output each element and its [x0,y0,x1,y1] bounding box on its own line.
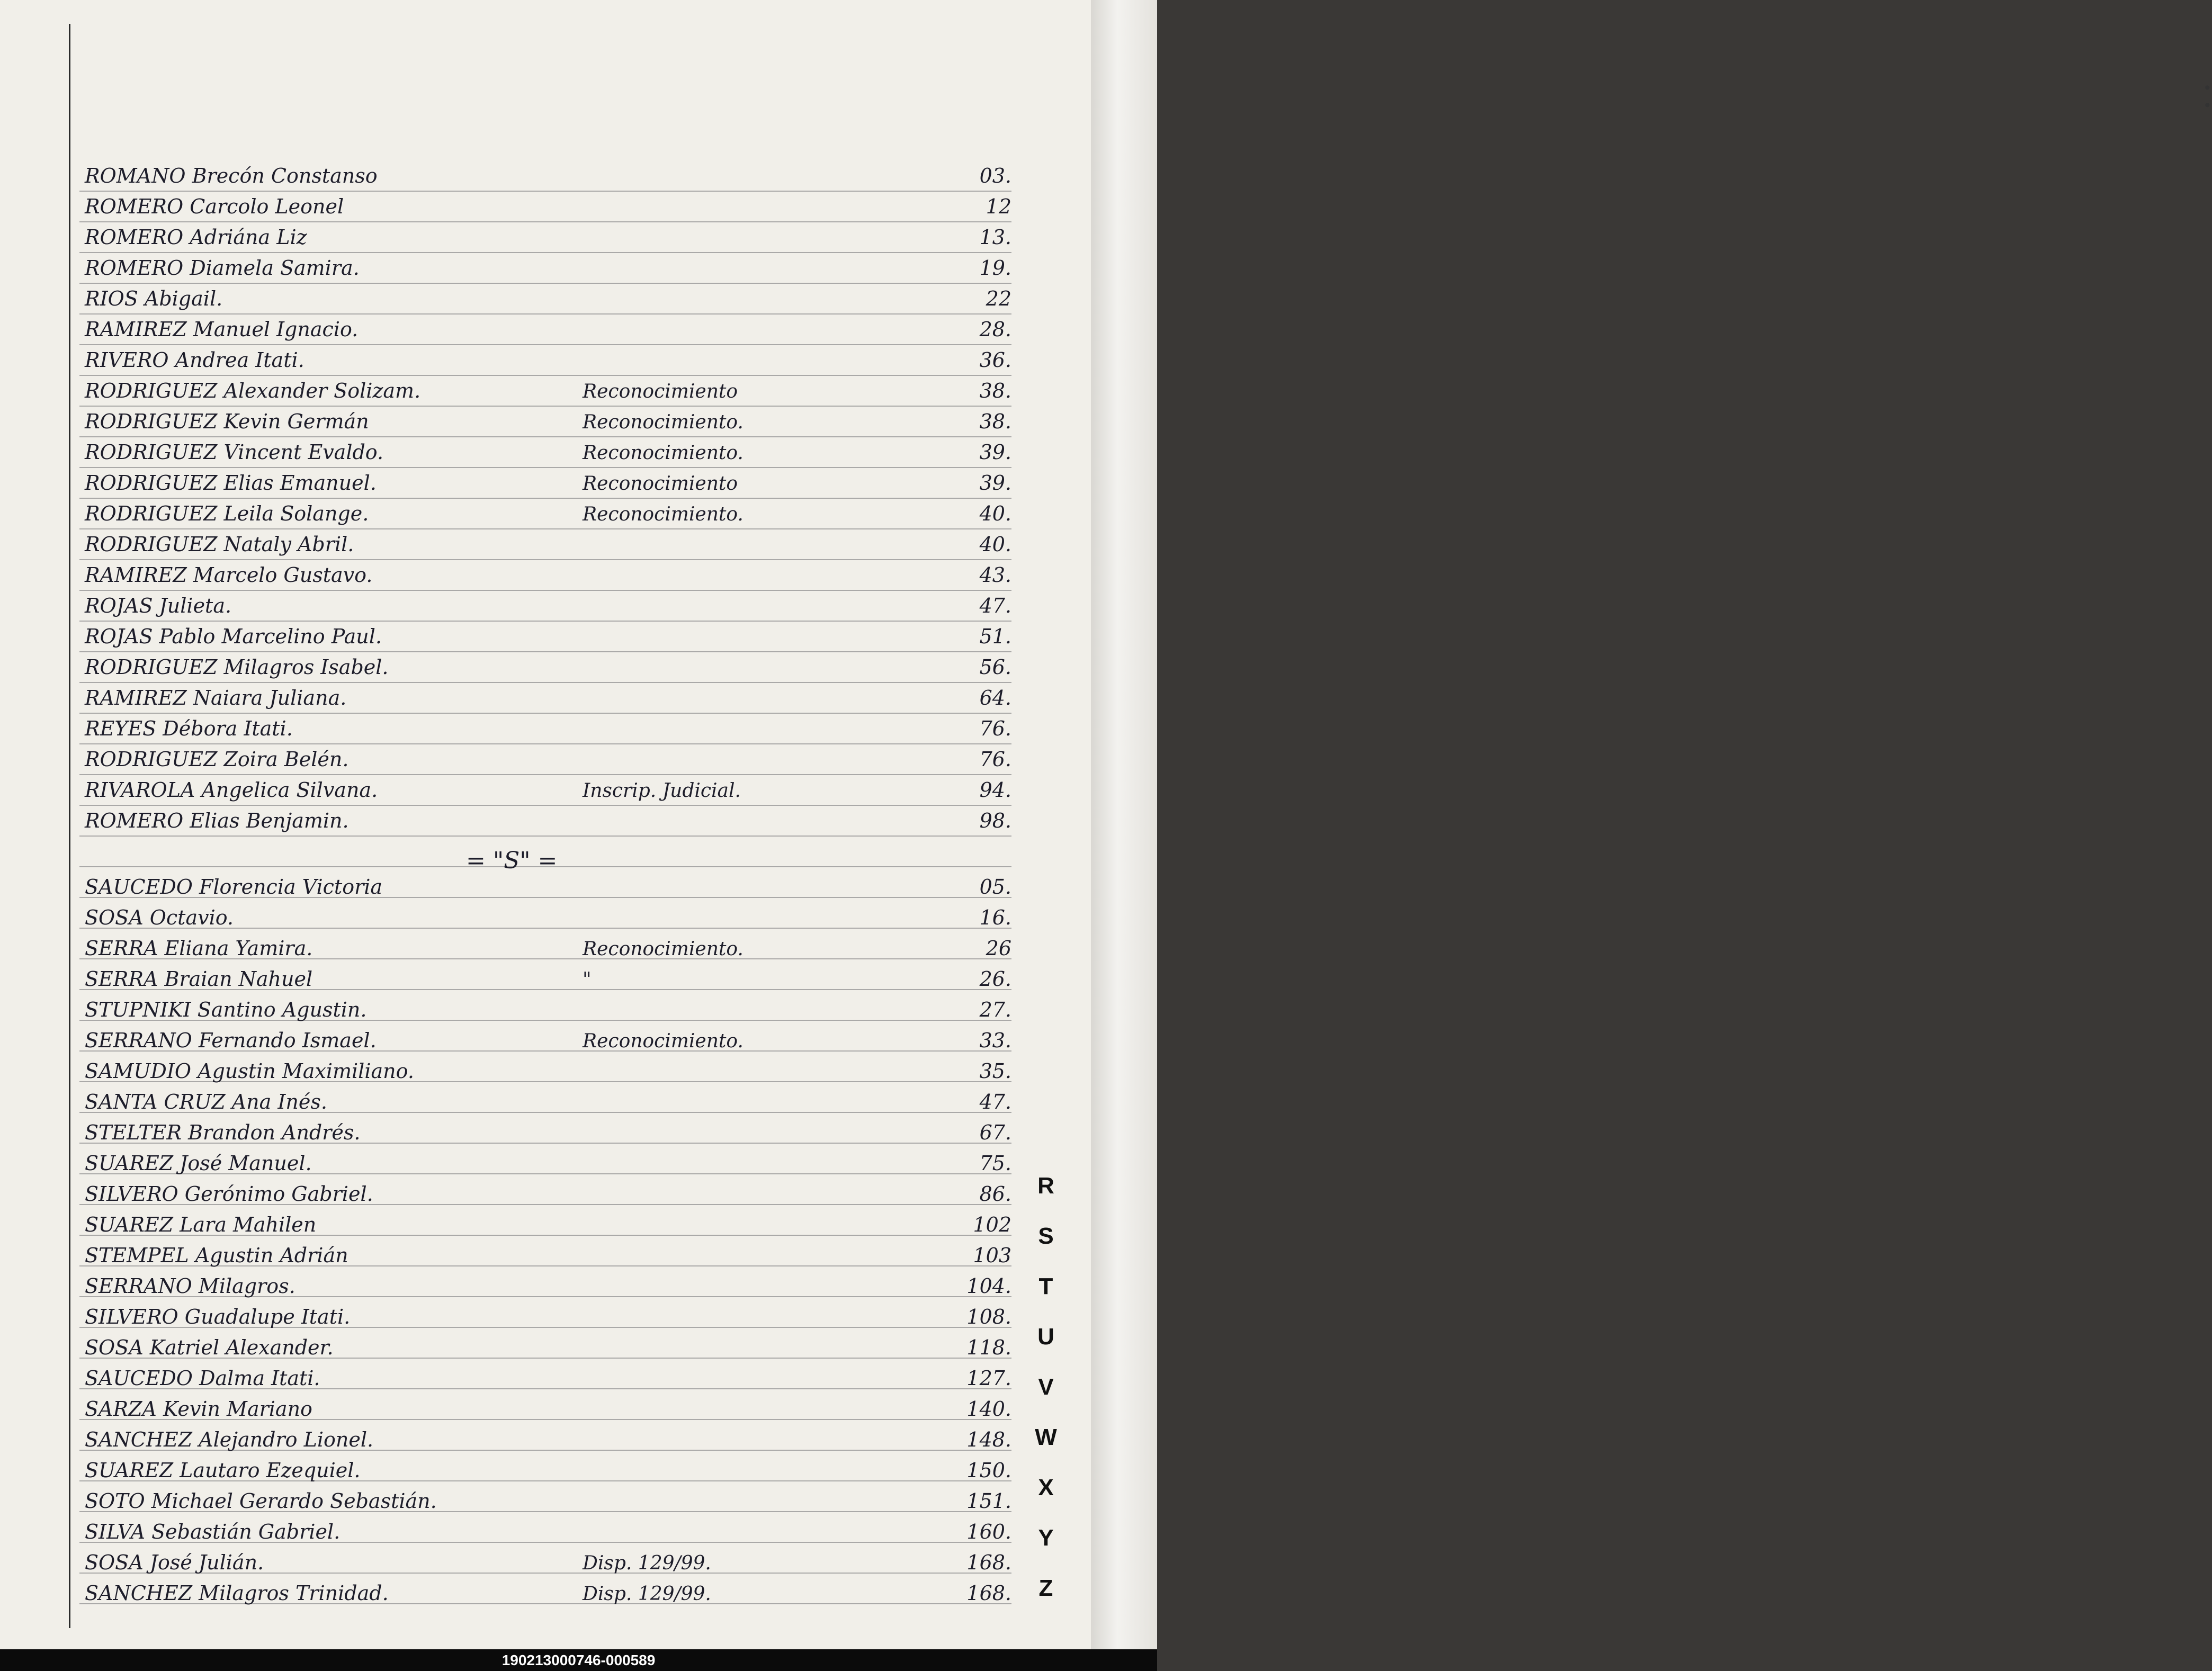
ledger-row [79,1362,1011,1392]
entry-name: SUAREZ José Manuel. [85,1152,312,1175]
entry-note: Reconocimiento. [583,938,744,960]
entry-note: Reconocimiento [583,381,738,402]
ledger-row [79,1485,1011,1515]
ledger-row [79,1209,1011,1238]
section-heading-s: = "S" = [466,847,558,874]
entry-folio: 160. [966,1520,1011,1543]
margin-dots: • • [2203,79,2212,114]
ledger-row [79,1424,1011,1453]
ledger-row [79,160,1011,190]
entry-name: RIVAROLA Angelica Silvana. [85,778,378,802]
ledger-row [79,682,1011,712]
entry-folio: 13. [979,226,1011,249]
entry-folio: 103 [973,1244,1011,1267]
entry-folio: 86. [979,1182,1011,1206]
ledger-row [79,221,1011,251]
entry-name: SOSA Katriel Alexander. [85,1336,334,1359]
entry-name: SILVERO Guadalupe Itati. [85,1305,351,1328]
entry-folio: 39. [979,441,1011,464]
entry-folio: 47. [979,594,1011,617]
ledger-row [79,1332,1011,1361]
entry-name: SERRANO Fernando Ismael. [85,1029,377,1052]
entry-name: RODRIGUEZ Vincent Evaldo. [85,441,384,464]
letter-tab[interactable]: X [1038,1475,1054,1501]
entry-folio: 94. [979,778,1011,802]
ledger-row [79,902,1011,931]
entry-folio: 26. [979,967,1011,991]
ledger-row [79,994,1011,1023]
ledger-row [79,651,1011,681]
entry-folio: 27. [979,998,1011,1021]
ledger-row [79,932,1011,962]
entry-folio: 39. [979,471,1011,495]
ledger-row [79,559,1011,589]
ledger-row [79,436,1011,466]
entry-folio: 38. [979,410,1011,433]
ledger-row [79,1239,1011,1269]
ledger-row [79,406,1011,435]
letter-tab[interactable]: S [1038,1223,1054,1249]
entry-name: SOSA Octavio. [85,906,234,929]
letter-tab[interactable]: V [1038,1374,1054,1400]
ledger-row [79,1117,1011,1146]
entry-folio: 51. [979,625,1011,648]
letter-tab[interactable]: R [1037,1173,1054,1199]
ledger-row [79,1301,1011,1331]
entry-folio: 108. [966,1305,1011,1328]
entry-name: SERRANO Milagros. [85,1274,295,1298]
entry-name: RODRIGUEZ Kevin Germán [85,410,369,433]
entry-name: SANTA CRUZ Ana Inés. [85,1090,327,1113]
entry-folio: 140. [966,1397,1011,1421]
entry-folio: 102 [973,1213,1011,1236]
entry-folio: 151. [966,1489,1011,1513]
entry-name: ROMANO Brecón Constanso [85,164,378,187]
entry-name: RAMIREZ Manuel Ignacio. [85,318,359,341]
entry-folio: 76. [979,717,1011,740]
document-id: 190213000746-000589 [501,1652,656,1668]
entry-folio: 38. [979,379,1011,402]
ledger-row [79,1577,1011,1607]
entry-folio: 56. [979,655,1011,679]
letter-tab[interactable]: U [1037,1324,1054,1350]
entry-folio: 28. [979,318,1011,341]
ledger-row [79,1178,1011,1208]
ledger-row [79,252,1011,282]
entry-folio: 148. [966,1428,1011,1451]
entry-name: SILVERO Gerónimo Gabriel. [85,1182,373,1206]
letter-tab[interactable]: T [1038,1273,1053,1299]
entry-folio: 33. [979,1029,1011,1052]
ledger-row [79,963,1011,993]
ledger-row [79,467,1011,497]
entry-folio: 67. [979,1121,1011,1144]
ledger-row [79,191,1011,220]
ledger-row [79,871,1011,901]
entry-name: ROMERO Elias Benjamin. [85,809,349,832]
letter-tab[interactable]: W [1035,1424,1057,1450]
ledger-row [79,713,1011,742]
entry-folio: 22 [986,287,1011,310]
entry-folio: 12 [986,195,1011,218]
entry-note: Disp. 129/99. [583,1552,711,1574]
entry-name: SILVA Sebastián Gabriel. [85,1520,341,1543]
entry-name: SAMUDIO Agustin Maximiliano. [85,1059,414,1083]
entry-name: SUAREZ Lautaro Ezequiel. [85,1459,361,1482]
entry-folio: 98. [979,809,1011,832]
entry-folio: 104. [966,1274,1011,1298]
left-margin-line [69,24,70,1628]
entry-folio: 75. [979,1152,1011,1175]
ledger-row [79,1547,1011,1576]
entry-note: Reconocimiento. [583,504,744,525]
letter-tab[interactable]: Y [1038,1525,1054,1551]
entry-note: " [583,969,592,991]
entry-name: RIOS Abigail. [85,287,223,310]
entry-folio: 118. [966,1336,1011,1359]
ruled-line [79,836,1011,837]
ledger-row [79,1147,1011,1177]
entry-folio: 150. [966,1459,1011,1482]
entry-name: RODRIGUEZ Milagros Isabel. [85,655,389,679]
entry-folio: 19. [979,256,1011,280]
entry-name: RIVERO Andrea Itati. [85,348,305,372]
entry-name: STELTER Brandon Andrés. [85,1121,361,1144]
entry-folio: 64. [979,686,1011,709]
ledger-row [79,590,1011,619]
letter-tab[interactable]: Z [1038,1575,1053,1601]
entry-folio: 76. [979,748,1011,771]
entry-name: SANCHEZ Milagros Trinidad. [85,1582,389,1605]
entry-name: ROJAS Pablo Marcelino Paul. [85,625,382,648]
entry-folio: 40. [979,533,1011,556]
entry-folio: 127. [966,1367,1011,1390]
ledger-row [79,1454,1011,1484]
ledger-page [0,0,1091,1649]
entry-name: RODRIGUEZ Zoira Belén. [85,748,349,771]
ledger-row [79,1270,1011,1300]
entry-name: ROMERO Carcolo Leonel [85,195,344,218]
entry-folio: 168. [966,1551,1011,1574]
entry-name: SUAREZ Lara Mahilen [85,1213,317,1236]
entry-name: STUPNIKI Santino Agustin. [85,998,367,1021]
entry-name: ROMERO Diamela Samira. [85,256,360,280]
entry-note: Reconocimiento [583,473,738,495]
entry-name: RAMIREZ Marcelo Gustavo. [85,563,373,587]
entry-name: REYES Débora Itati. [85,717,293,740]
ledger-row [79,498,1011,527]
entry-name: SAUCEDO Florencia Victoria [85,875,383,899]
entry-name: SAUCEDO Dalma Itati. [85,1367,320,1390]
entry-folio: 36. [979,348,1011,372]
entry-name: RODRIGUEZ Elias Emanuel. [85,471,377,495]
entry-folio: 05. [979,875,1011,899]
entry-folio: 26 [986,937,1011,960]
entry-name: SERRA Eliana Yamira. [85,937,313,960]
ledger-row [79,743,1011,773]
entry-name: RODRIGUEZ Alexander Solizam. [85,379,421,402]
entry-name: SARZA Kevin Mariano [85,1397,312,1421]
index-tab-strip [1091,0,2212,1649]
ledger-row [79,621,1011,650]
entry-folio: 47. [979,1090,1011,1113]
entry-note: Reconocimiento. [583,411,744,433]
entry-folio: 43. [979,563,1011,587]
ledger-row [79,774,1011,804]
entry-name: RAMIREZ Naiara Juliana. [85,686,347,709]
entry-name: ROMERO Adriána Liz [85,226,307,249]
entry-folio: 40. [979,502,1011,525]
entry-name: SERRA Braian Nahuel [85,967,313,991]
footer-bar [0,1649,1157,1671]
entry-note: Inscrip. Judicial. [583,780,741,802]
entry-folio: 16. [979,906,1011,929]
ledger-row [79,528,1011,558]
ledger-row [79,375,1011,405]
ledger-row [79,1516,1011,1546]
entry-name: SOTO Michael Gerardo Sebastián. [85,1489,437,1513]
entry-name: SANCHEZ Alejandro Lionel. [85,1428,374,1451]
ledger-row [79,1086,1011,1116]
entry-folio: 168. [966,1582,1011,1605]
entry-name: ROJAS Julieta. [85,594,232,617]
entry-name: RODRIGUEZ Nataly Abril. [85,533,354,556]
ledger-row [79,805,1011,834]
ledger-row [79,1025,1011,1054]
entry-name: STEMPEL Agustin Adrián [85,1244,348,1267]
entry-folio: 35. [979,1059,1011,1083]
ledger-row [79,313,1011,343]
letter-index [1025,1170,1067,1623]
entry-name: RODRIGUEZ Leila Solange. [85,502,369,525]
ledger-row [79,344,1011,374]
entry-folio: 03. [979,164,1011,187]
entry-name: SOSA José Julián. [85,1551,264,1574]
ledger-row [79,1393,1011,1423]
ledger-row [79,283,1011,312]
entry-note: Reconocimiento. [583,442,744,464]
entry-note: Reconocimiento. [583,1030,744,1052]
entry-note: Disp. 129/99. [583,1583,711,1605]
ledger-row [79,1055,1011,1085]
